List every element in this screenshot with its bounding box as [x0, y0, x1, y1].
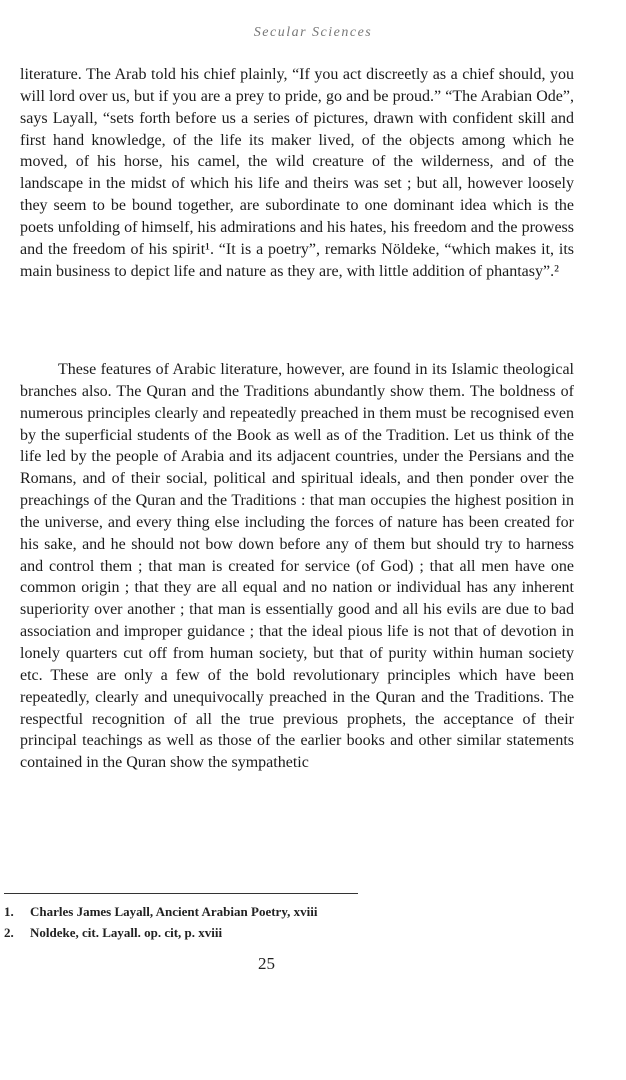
footnote-number: 2.: [4, 925, 14, 940]
paragraph-new: [20, 359, 574, 774]
paragraph-continued: [20, 64, 574, 282]
footnote-separator-rule: [4, 893, 358, 894]
paragraph-2-text: These features of Arabic literature, however, are found in its Islamic theological branches also. The Quran and the Traditions abundantly show them. The boldness of numerous principles clearly and repeatedly preached in them must be recognised even by the superficial students of the Book as well as of the Tradition. Let us think of the life led by the people of Arabia and its adjacent countries, under the Persians and the Romans, and of their social, political and spiritual ideals, and then ponder over the preachings of the Quran and the Traditions : that man occupies the highest position in the universe, and every thing else including the forces of nature has been created for his sake, and he should not bow down before any of them but should try to harness and control them ; that man is created for service (of God) ; that all men have one common origin ; that they are all equal and no nation or individual has any inherent superiority over another ; that man is essentially good and all his evils are due to bad association and improper guidance ; that the ideal pious life is not that of devotion in lonely quarters cut off from human society, but that of purity within human society etc. These are only a few of the bold revolutionary principles which have been repeatedly, clearly and unequivocally preached in the Quran and the Traditions. The respectful recognition of all the true previous prophets, the acceptance of their principal teachings as well as those of the earlier books and other similar statements contained in the Quran show the sympathetic: [20, 361, 574, 772]
footnote-1: [4, 901, 424, 922]
paragraph-1-text: literature. The Arab told his chief plainly, “If you act discreetly as a chief should, you will lord over us, but if you are a prey to pride, go and be proud.” “The Arabian Ode”, says Layall, “sets forth before us a series of pictures, drawn with confident skill and first hand knowledge, of the life its maker lived, of the objects among which he moved, of his horse, his camel, the wild creature of the wilderness, and of the landscape in the midst of which his life and theirs was set ; but all, however loosely they seem to be bound together, are subordinate to one dominant idea which is the poets unfolding of himself, his admirations and his hates, his freedom and the prowess and the freedom of his spirit¹. “It is a poetry”, remarks Nöldeke, “which makes it, its main business to depict life and nature as they are, with little addition of phantasy”.²: [20, 66, 574, 280]
footnote-2: [4, 922, 424, 943]
footnote-number: 1.: [4, 904, 14, 919]
page-number: 25: [258, 954, 275, 973]
footnote-text: Charles James Layall, Ancient Arabian Poetry, xviii: [30, 904, 318, 919]
footnotes: [4, 901, 424, 943]
footnote-text: Noldeke, cit. Layall. op. cit, p. xviii: [30, 925, 223, 940]
running-title: Secular Sciences: [253, 25, 373, 40]
